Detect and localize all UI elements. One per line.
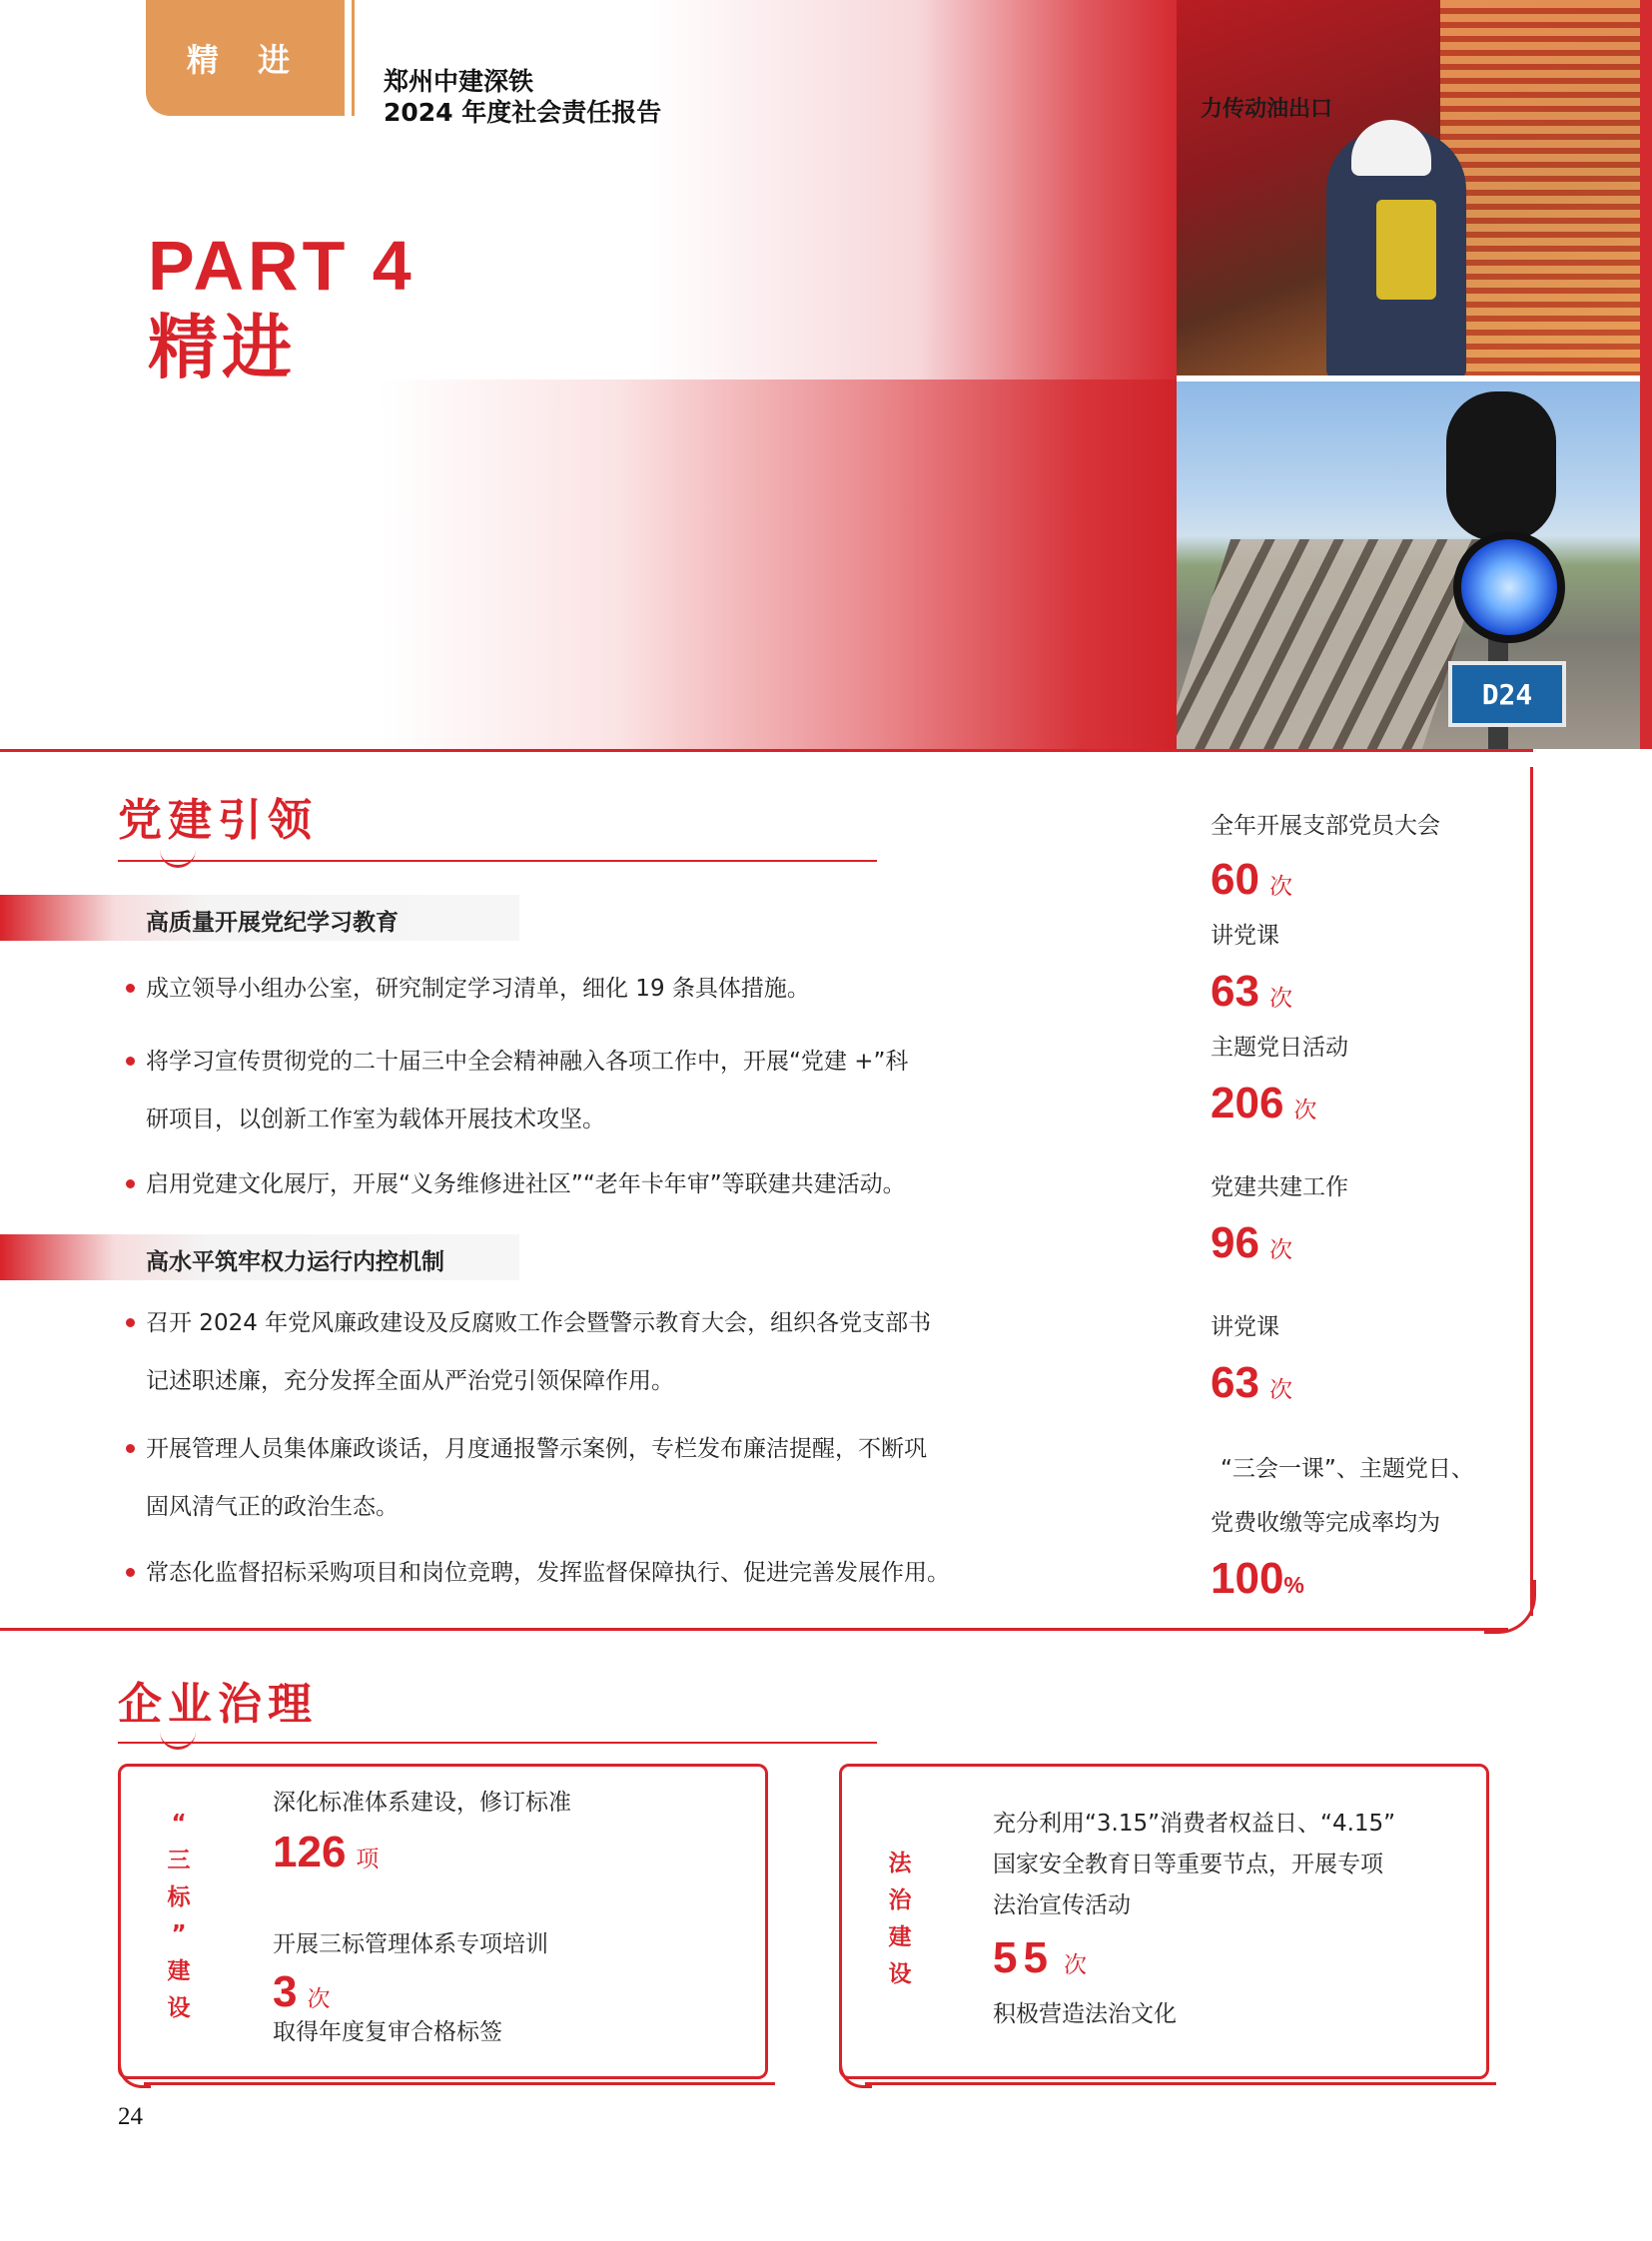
label-char: 标 [167, 1884, 191, 1910]
card-text: 积极营造法治文化 [993, 2001, 1177, 2027]
stat-value: 63 次 [1211, 1358, 1292, 1407]
part-number-title: PART 4 [148, 227, 415, 305]
bullet-dot [126, 1568, 135, 1577]
stat-label: 党费收缴等完成率均为 [1211, 1510, 1440, 1536]
bullet-line: 将学习宣传贯彻党的二十届三中全会精神融入各项工作中，开展“党建 +”科 [146, 1049, 909, 1075]
card-line: 法治宣传活动 [993, 1892, 1131, 1918]
bullet-dot [126, 1179, 135, 1188]
bullet-dot [126, 1318, 135, 1327]
stat-label: 主题党日活动 [1211, 1035, 1348, 1061]
card-text: 开展三标管理体系专项培训 [273, 1931, 548, 1957]
bullet-item [146, 1294, 931, 1410]
stat-label: 全年开展支部党员大会 [1211, 813, 1440, 839]
report-title [384, 66, 661, 128]
card-line: 国家安全教育日等重要节点，开展专项 [993, 1852, 1383, 1877]
card-paragraph [993, 1804, 1395, 1926]
section-heading-party: 党建引领 [118, 795, 318, 846]
label-char: 建 [167, 1958, 191, 1984]
section-tab-badge: 精 进 [146, 0, 345, 116]
heading-underline-notch [160, 1729, 196, 1750]
card-vertical-label [885, 1846, 915, 1993]
completion-rate: 100% [1211, 1554, 1304, 1603]
card-stat-law: 55 次 [993, 1933, 1093, 1982]
bullet-dot [126, 984, 135, 993]
stat-label: 讲党课 [1211, 923, 1279, 949]
heading-underline [118, 860, 877, 862]
card-line: 充分利用“3.15”消费者权益日、“4.15” [993, 1811, 1396, 1837]
banner-lower-gradient [380, 379, 1177, 749]
bullet-line: 开展管理人员集体廉政谈话，月度通报警示案例，专栏发布廉洁提醒，不断巩 [146, 1436, 927, 1462]
report-title-line2: 2024 年度社会责任报告 [384, 98, 662, 127]
subheading-party-education: 高质量开展党纪学习教育 [146, 910, 399, 936]
label-char: ” [171, 1921, 187, 1947]
bullet-line: 常态化监督招标采购项目和岗位竞聘，发挥监督保障执行、促进完善发展作用。 [146, 1560, 950, 1586]
card-text: 取得年度复审合格标签 [273, 2019, 502, 2045]
blue-signal-lamp-icon [1453, 531, 1565, 643]
section-frame-corner [1484, 1580, 1536, 1634]
label-char: 设 [888, 1961, 912, 1987]
bullet-item [146, 1544, 950, 1602]
label-char: 建 [888, 1924, 912, 1950]
label-char: 三 [167, 1848, 191, 1873]
photo-railway-signal [1177, 381, 1640, 749]
bullet-dot [126, 1057, 135, 1066]
bullet-line: 研项目，以创新工作室为载体开展技术攻坚。 [146, 1107, 605, 1132]
label-char: 治 [888, 1887, 912, 1913]
part-subtitle: 精进 [148, 307, 296, 388]
bullet-line: 成立领导小组办公室，研究制定学习清单，细化 19 条具体措施。 [146, 976, 810, 1002]
section-frame-right [1530, 767, 1533, 1616]
stat-label: “三会一课”、主题党日、 [1221, 1456, 1474, 1482]
stat-value: 60 次 [1211, 855, 1292, 904]
bullet-line: 启用党建文化展厅，开展“义务维修进社区”“老年卡年审”等联建共建活动。 [146, 1171, 906, 1197]
stat-label: 党建共建工作 [1211, 1174, 1348, 1200]
card-stat-standards: 126 项 [273, 1828, 380, 1876]
photo-radiator-grille [1440, 0, 1640, 375]
card-footer-line [144, 2082, 775, 2085]
photo-stencil-text: 力传动油出口 [1201, 97, 1333, 122]
section-frame-bottom [0, 1628, 1508, 1631]
label-char: “ [171, 1811, 187, 1837]
section-heading-governance: 企业治理 [118, 1679, 318, 1730]
bullet-line: 记述职述廉，充分发挥全面从严治党引领保障作用。 [146, 1368, 674, 1394]
label-char: 法 [888, 1851, 912, 1876]
page-number: 24 [118, 2103, 143, 2130]
card-text: 深化标准体系建设，修订标准 [273, 1790, 571, 1816]
bullet-item [146, 960, 810, 1018]
stat-value: 63 次 [1211, 967, 1292, 1016]
bullet-line: 固风清气正的政治生态。 [146, 1494, 399, 1520]
bullet-item [146, 1420, 927, 1536]
header-divider [352, 0, 355, 116]
railway-track-shape [1177, 539, 1490, 749]
card-stat-training: 3 次 [273, 1967, 331, 2016]
safety-vest-shape [1376, 200, 1436, 300]
photo-maintenance-worker [1177, 0, 1640, 375]
bullet-dot [126, 1444, 135, 1453]
report-title-line1: 郑州中建深铁 [384, 67, 534, 96]
signal-plate: D24 [1448, 661, 1566, 727]
bullet-line: 召开 2024 年党风廉政建设及反腐败工作会暨警示教育大会，组织各党支部书 [146, 1310, 932, 1336]
heading-underline [118, 1742, 877, 1744]
bullet-item [146, 1033, 908, 1148]
stat-label: 讲党课 [1211, 1314, 1279, 1340]
heading-underline-notch [160, 847, 196, 868]
subheading-internal-control: 高水平筑牢权力运行内控机制 [146, 1249, 444, 1275]
helmet-shape [1351, 120, 1431, 176]
stat-value: 96 次 [1211, 1218, 1292, 1267]
label-char: 设 [167, 1995, 191, 2021]
card-footer-line [865, 2082, 1496, 2085]
stat-value: 206 次 [1211, 1079, 1317, 1127]
banner-edge-strip [1640, 0, 1652, 749]
signal-head [1446, 391, 1556, 541]
card-vertical-label [164, 1806, 194, 2027]
bullet-item [146, 1155, 906, 1213]
section-frame-top [0, 749, 1533, 752]
